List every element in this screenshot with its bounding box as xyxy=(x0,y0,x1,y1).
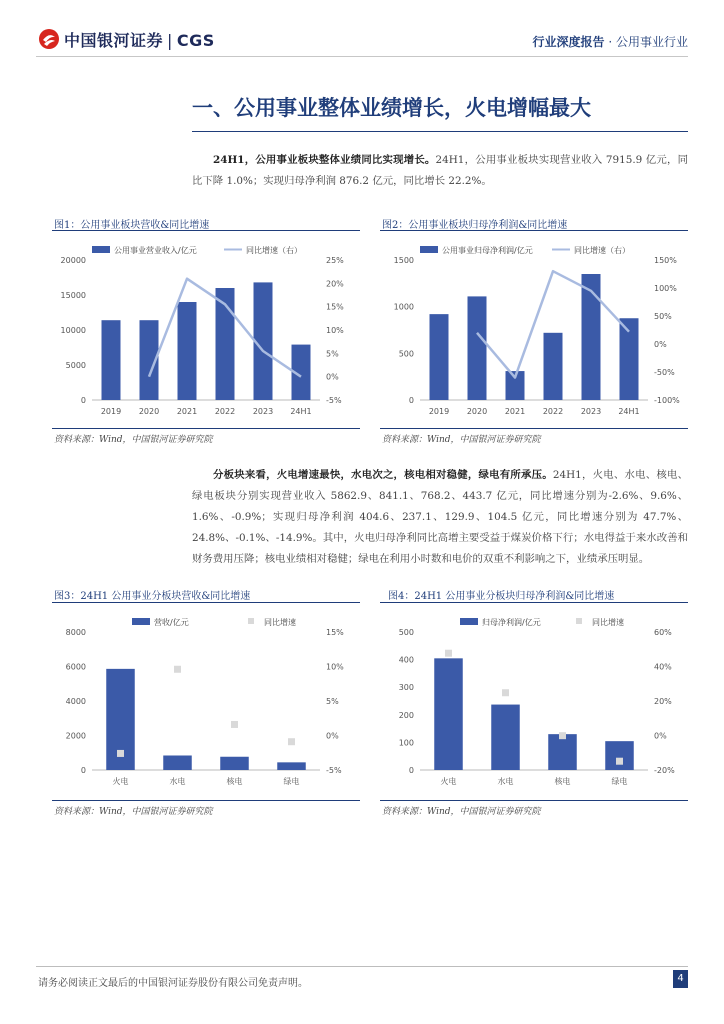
bar xyxy=(220,757,249,770)
bar xyxy=(491,705,520,770)
growth-marker xyxy=(559,732,566,739)
fig1-title: 图1：公用事业板块营收&同比增速 xyxy=(54,220,210,231)
left-tick-label: 20000 xyxy=(60,256,86,265)
right-tick-label: 10% xyxy=(326,326,344,335)
legend-bar-label: 公用事业营业收入/亿元 xyxy=(114,246,197,255)
fig1-bottom-rule xyxy=(52,428,360,429)
right-tick-label: 0% xyxy=(326,731,339,741)
footer-disclaimer: 请务必阅读正文最后的中国银河证券股份有限公司免责声明。 xyxy=(38,978,308,989)
legend-bar-label: 公用事业归母净利润/亿元 xyxy=(442,246,533,255)
left-tick-label: 8000 xyxy=(65,628,86,637)
fig3-top-rule xyxy=(52,602,360,603)
left-tick-label: 1500 xyxy=(393,256,414,265)
category-label: 2020 xyxy=(138,407,160,416)
section-title: 一、公用事业整体业绩增长，火电增幅最大 xyxy=(192,95,591,120)
right-tick-label: 5% xyxy=(326,697,339,706)
legend-bar-swatch xyxy=(460,618,478,625)
fig3-bottom-rule xyxy=(52,800,360,801)
chart-net-profit xyxy=(380,236,688,426)
legend-line-label: 同比增速 xyxy=(592,618,624,627)
legend-bar-label: 营收/亿元 xyxy=(154,618,189,627)
category-label: 核电 xyxy=(226,777,243,786)
right-tick-label: 15% xyxy=(326,628,344,637)
legend-line-label: 同比增速 xyxy=(264,618,296,627)
fig4-bottom-rule xyxy=(380,800,688,801)
report-type: 行业深度报告 xyxy=(532,35,605,49)
right-tick-label: -100% xyxy=(654,396,680,405)
right-tick-label: 60% xyxy=(654,628,672,637)
page-number: 4 xyxy=(673,970,688,988)
bar xyxy=(102,320,121,400)
fig2-title: 图2：公用事业板块归母净利润&同比增速 xyxy=(382,220,568,231)
growth-marker xyxy=(502,689,509,696)
left-tick-label: 2000 xyxy=(65,731,86,741)
fig3-source: 资料来源：Wind，中国银河证券研究院 xyxy=(54,807,213,817)
fig2-bottom-rule xyxy=(380,428,688,429)
left-tick-label: 500 xyxy=(398,628,414,637)
legend-bar-swatch xyxy=(132,618,150,625)
legend-line-label: 同比增速（右） xyxy=(574,246,630,255)
right-tick-label: 0% xyxy=(654,340,667,349)
fig4-top-rule xyxy=(380,602,688,603)
report-industry: 公用事业行业 xyxy=(615,35,688,49)
legend-bar-label: 归母净利润/亿元 xyxy=(482,618,541,627)
category-label: 2020 xyxy=(466,407,488,416)
chart-revenue xyxy=(52,236,360,426)
bar xyxy=(582,274,601,400)
right-tick-label: 150% xyxy=(654,256,677,265)
category-label: 24H1 xyxy=(618,407,640,416)
right-tick-label: -5% xyxy=(326,396,342,405)
legend-bar-swatch xyxy=(420,246,438,253)
growth-marker xyxy=(117,750,124,757)
fig4-source: 资料来源：Wind，中国银河证券研究院 xyxy=(382,807,541,817)
chart-segment-revenue xyxy=(52,608,360,798)
left-tick-label: 400 xyxy=(398,655,414,665)
right-tick-label: -50% xyxy=(654,368,675,377)
category-label: 核电 xyxy=(554,777,571,786)
category-label: 绿电 xyxy=(283,777,300,786)
right-tick-label: 50% xyxy=(654,312,672,321)
category-label: 火电 xyxy=(112,777,129,786)
right-tick-label: 20% xyxy=(654,697,672,706)
bar xyxy=(178,302,197,400)
category-label: 2023 xyxy=(580,407,602,416)
bar xyxy=(434,658,463,770)
left-tick-label: 0 xyxy=(408,396,414,405)
category-label: 2023 xyxy=(252,407,274,416)
category-label: 24H1 xyxy=(290,407,312,416)
header-report-info: 行业深度报告 · 公用事业行业 xyxy=(532,35,688,49)
category-label: 2022 xyxy=(542,407,564,416)
logo-text: 中国银河证券 | CGS xyxy=(64,31,215,50)
bar xyxy=(430,314,449,400)
section-divider xyxy=(192,131,688,132)
left-tick-label: 5000 xyxy=(65,361,86,370)
left-tick-label: 500 xyxy=(398,349,414,359)
bar xyxy=(544,333,563,400)
fig4-title: 图4：24H1 公用事业分板块归母净利润&同比增速 xyxy=(388,591,615,602)
left-tick-label: 200 xyxy=(398,710,414,720)
logo-icon xyxy=(38,28,60,50)
left-tick-label: 6000 xyxy=(65,662,86,672)
right-tick-label: 15% xyxy=(326,302,344,312)
growth-marker xyxy=(616,758,623,765)
right-tick-label: 40% xyxy=(654,662,672,672)
paragraph-overview: 24H1，公用事业板块整体业绩同比实现增长。24H1，公用事业板块实现营业收入 7915.9 亿元，同比下降 1.0%；实现归母净利润 876.2 亿元，同比增长 22.2%。 xyxy=(192,154,688,187)
left-tick-label: 100 xyxy=(398,738,414,748)
right-tick-label: 5% xyxy=(326,349,339,359)
left-tick-label: 10000 xyxy=(60,326,86,335)
category-label: 水电 xyxy=(169,777,186,786)
left-tick-label: 300 xyxy=(398,683,414,693)
left-tick-label: 0 xyxy=(80,766,86,775)
legend-bar-swatch xyxy=(92,246,110,253)
category-label: 2019 xyxy=(100,407,122,416)
category-label: 2019 xyxy=(428,407,450,416)
bar xyxy=(277,762,306,770)
fig3-title: 图3：24H1 公用事业分板块营收&同比增速 xyxy=(54,591,251,602)
legend-marker-swatch xyxy=(248,618,254,624)
chart-segment-net-profit xyxy=(380,608,688,798)
category-label: 2022 xyxy=(214,407,236,416)
category-label: 火电 xyxy=(440,777,457,786)
bar xyxy=(548,734,577,770)
fig1-source: 资料来源：Wind，中国银河证券研究院 xyxy=(54,435,213,445)
left-tick-label: 1000 xyxy=(393,302,414,312)
growth-marker xyxy=(174,666,181,673)
right-tick-label: -20% xyxy=(654,766,675,775)
left-tick-label: 4000 xyxy=(65,697,86,706)
category-label: 绿电 xyxy=(611,777,628,786)
bar xyxy=(468,296,487,400)
category-label: 水电 xyxy=(497,777,514,786)
right-tick-label: 0% xyxy=(326,372,339,382)
category-label: 2021 xyxy=(504,407,526,416)
paragraph-segments: 分板块来看，火电增速最快，水电次之，核电相对稳健，绿电有所承压。24H1，火电、水电、核电、绿电板块分别实现营业收入 5862.9、841.1、768.2、443.7 亿元，同比增速分别为-2.6%、9.6%、1.6%、-0.9%；实现归母净利润 404.6、237.1、129.9、104.5 亿元，同比增速分别为 47.7%、24.8%、-0.1%、-14.9%。其中，火电归母净利同比高增主要受益于煤炭价格下行；水电得益于来水改善和财务费用压降；核电业绩相对稳健；绿电在利用小时数和电价的双重不利影响之下，业绩承压明显。 xyxy=(192,469,688,565)
right-tick-label: -5% xyxy=(326,766,342,775)
left-tick-label: 15000 xyxy=(60,291,86,300)
growth-marker xyxy=(288,738,295,745)
legend-line-label: 同比增速（右） xyxy=(246,246,302,255)
left-tick-label: 0 xyxy=(408,766,414,775)
right-tick-label: 100% xyxy=(654,284,677,293)
legend-marker-swatch xyxy=(576,618,582,624)
growth-marker xyxy=(231,721,238,728)
header-divider xyxy=(36,56,688,57)
bar xyxy=(163,755,192,770)
right-tick-label: 10% xyxy=(326,662,344,672)
fig2-source: 资料来源：Wind，中国银河证券研究院 xyxy=(382,435,541,445)
right-tick-label: 20% xyxy=(326,279,344,289)
category-label: 2021 xyxy=(176,407,198,416)
growth-marker xyxy=(445,650,452,657)
bar xyxy=(605,741,634,770)
left-tick-label: 0 xyxy=(80,396,86,405)
footer-divider xyxy=(36,966,688,967)
right-tick-label: 25% xyxy=(326,256,344,265)
right-tick-label: 0% xyxy=(654,731,667,741)
